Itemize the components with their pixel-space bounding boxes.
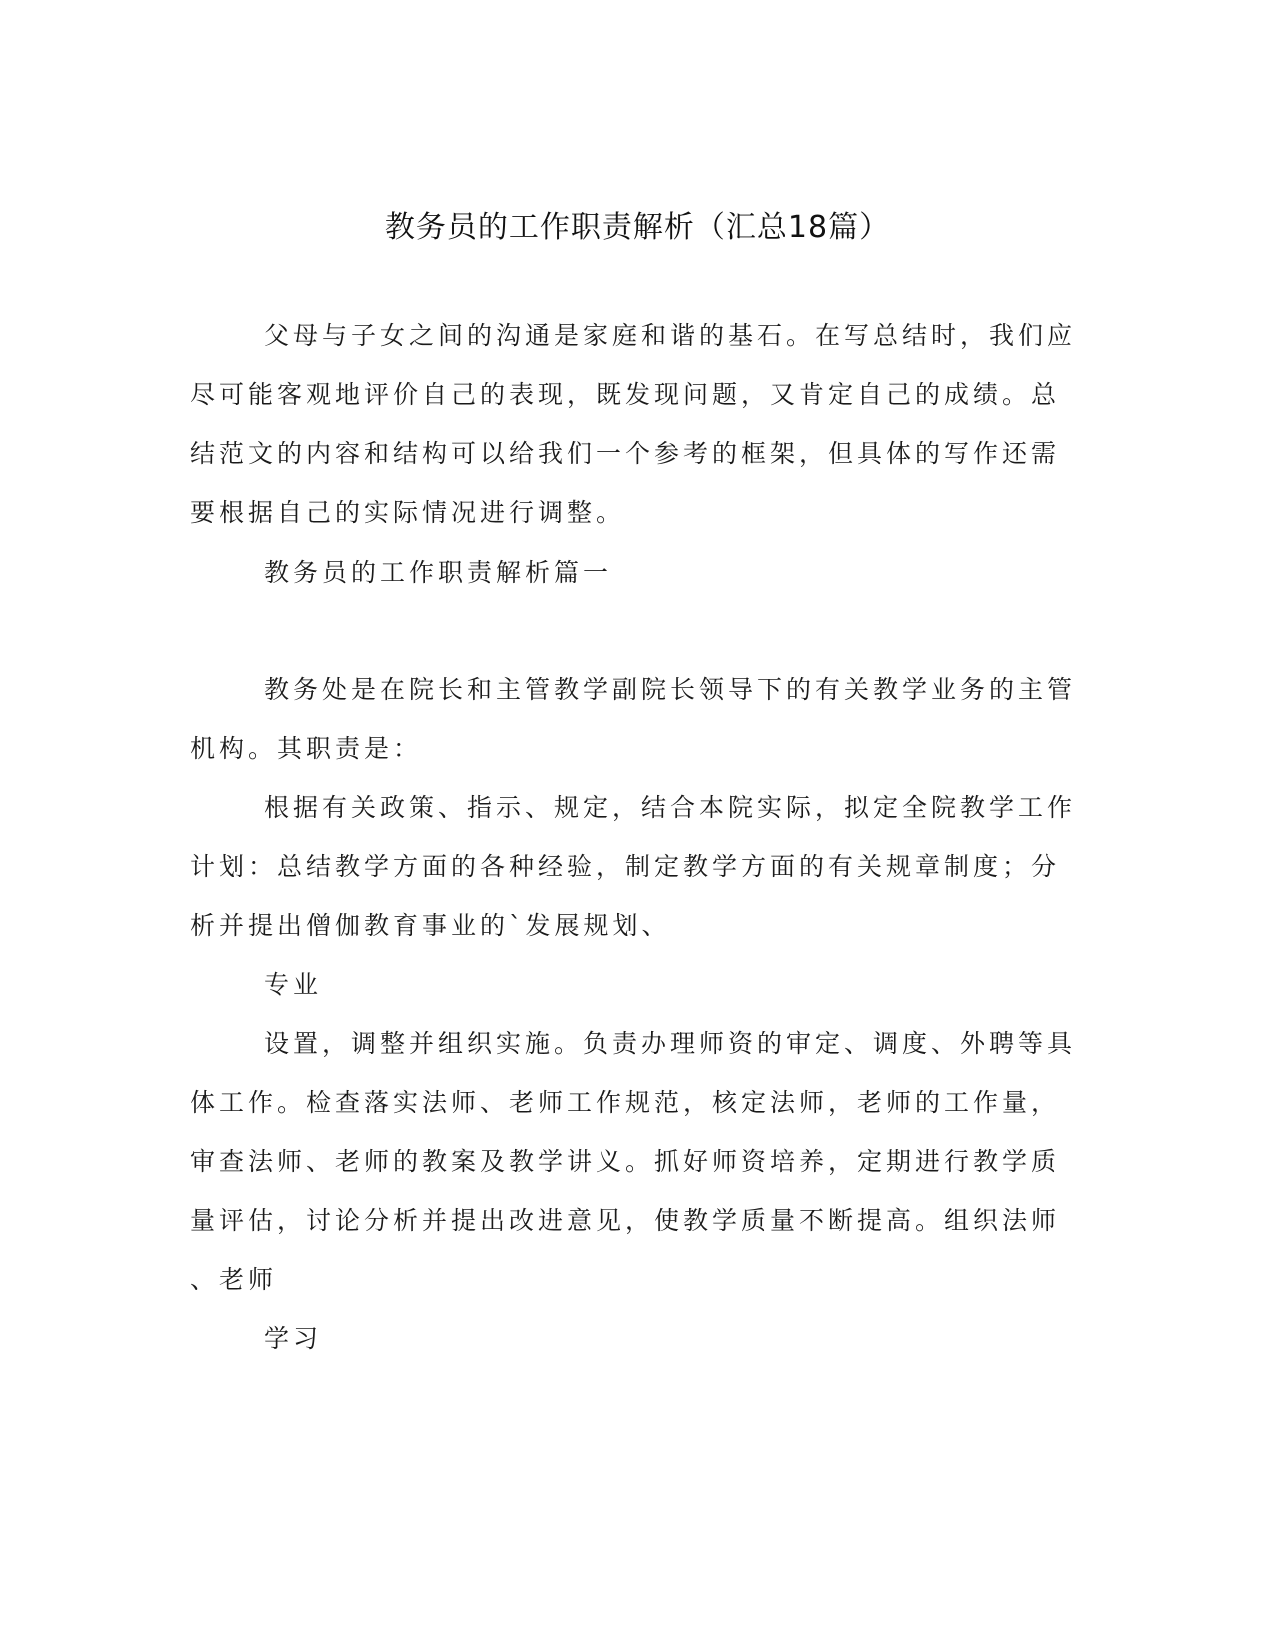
document-title: 教务员的工作职责解析（汇总18篇）: [384, 210, 891, 245]
section-heading: 教务员的工作职责解析篇一: [264, 558, 613, 587]
para3-line-3: 审查法师、老师的教案及教学讲义。抓好师资培养，定期进行教学质: [190, 1147, 1061, 1176]
fragment-line-2: 学习: [264, 1324, 323, 1353]
intro-line-3: 结范文的内容和结构可以给我们一个参考的框架，但具体的写作还需: [190, 439, 1061, 468]
intro-line-2: 尽可能客观地评价自己的表现，既发现问题，又肯定自己的成绩。总: [190, 380, 1061, 409]
para3-line-4: 量评估，讨论分析并提出改进意见，使教学质量不断提高。组织法师: [190, 1206, 1061, 1235]
para3-line-1: 设置，调整并组织实施。负责办理师资的审定、调度、外聘等具: [264, 1029, 1077, 1058]
fragment-line-1: 专业: [264, 970, 323, 999]
para2-line-2: 计划：总结教学方面的各种经验，制定教学方面的有关规章制度；分: [190, 852, 1061, 881]
intro-line-1: 父母与子女之间的沟通是家庭和谐的基石。在写总结时，我们应: [264, 321, 1077, 350]
para1-line-1: 教务处是在院长和主管教学副院长领导下的有关教学业务的主管: [264, 675, 1077, 704]
para3-line-2: 体工作。检查落实法师、老师工作规范，核定法师，老师的工作量，: [190, 1088, 1061, 1117]
intro-line-4: 要根据自己的实际情况进行调整。: [190, 498, 626, 527]
para2-line-1: 根据有关政策、指示、规定，结合本院实际，拟定全院教学工作: [264, 793, 1077, 822]
para3-line-5: 、老师: [190, 1265, 278, 1294]
para2-line-3: 析并提出僧伽教育事业的`发展规划、: [190, 911, 671, 940]
para1-line-2: 机构。其职责是：: [190, 734, 423, 763]
